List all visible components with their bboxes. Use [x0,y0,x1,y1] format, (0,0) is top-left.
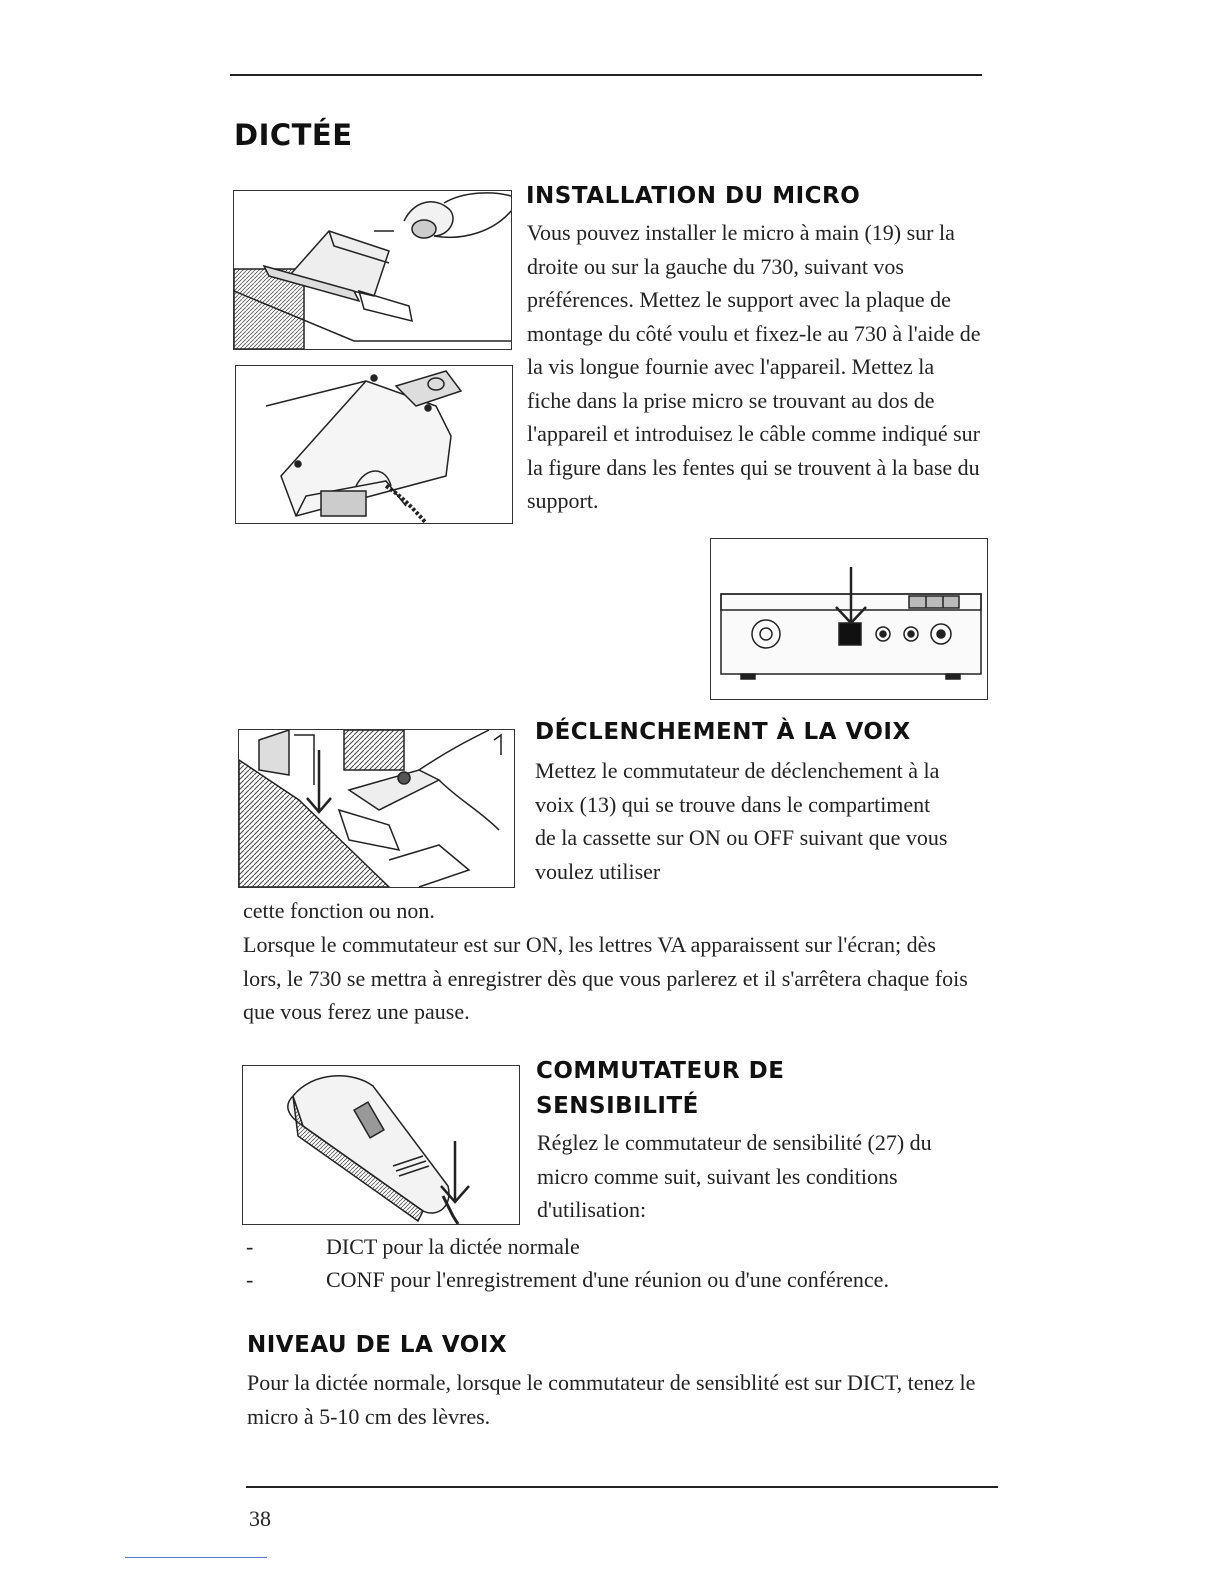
voice-activation-text: Mettez le commutateur de déclenchement à la voix (13) qui se trouve dans le compartiment de la cassette sur ON ou OFF suivant que vous voulez utiliser [535,758,948,884]
bottom-rule [246,1486,998,1488]
bullet-conf [246,1267,986,1299]
installation-text: Vous pouvez installer le micro à main (19) sur la droite ou sur la gauche du 730, suivant vos préférences. Mettez le support avec la plaque de montage du côté voulu et fixez-le au 730 à l'aide de la vis longue fournie avec l'appareil. Mettez la fiche dans la prise micro se trouvant au dos de l'appareil et introduisez le câble comme indiqué sur la figure dans les fentes qui se trouvent à la base du support. [527,220,981,513]
voice-level-text: Pour la dictée normale, lorsque le commutateur de sensiblité est sur DICT, tenez le micro à 5-10 cm des lèvres. [247,1370,976,1429]
bullet-dict [246,1234,986,1266]
bullet-dash: - [246,1234,254,1259]
cable-routing-illustration [235,365,513,524]
page-number: 38 [249,1506,271,1531]
footer-line [125,1557,267,1558]
installation-title: INSTALLATION DU MICRO [526,183,861,209]
mount-plate-illustration [233,190,512,350]
bullet-dash: - [246,1267,254,1292]
top-rule [230,74,982,76]
bullet-text: DICT pour la dictée normale [326,1234,580,1259]
voice-switch-illustration [238,729,515,888]
microphone-illustration [242,1065,520,1225]
sensitivity-title-line2: SENSIBILITÉ [536,1093,699,1119]
bullet-text: CONF pour l'enregistrement d'une réunion ou d'une conférence. [326,1267,889,1292]
sensitivity-text: Réglez le commutateur de sensibilité (27) du micro comme suit, suivant les conditions d'utilisation: [537,1130,932,1222]
page-title: DICTÉE [234,118,353,152]
sensitivity-title-line1: COMMUTATEUR DE [536,1058,785,1084]
voice-activation-text-continued: cette fonction ou non. [243,898,435,923]
voice-activation-explanation: Lorsque le commutateur est sur ON, les lettres VA apparaissent sur l'écran; dès lors, le 730 se mettra à enregistrer dès que vous parlerez et il s'arrêtera chaque fois que vous ferez une pause. [243,932,968,1024]
voice-level-title: NIVEAU DE LA VOIX [247,1332,508,1358]
voice-activation-title: DÉCLENCHEMENT À LA VOIX [535,719,911,745]
rear-panel-illustration [710,538,988,700]
